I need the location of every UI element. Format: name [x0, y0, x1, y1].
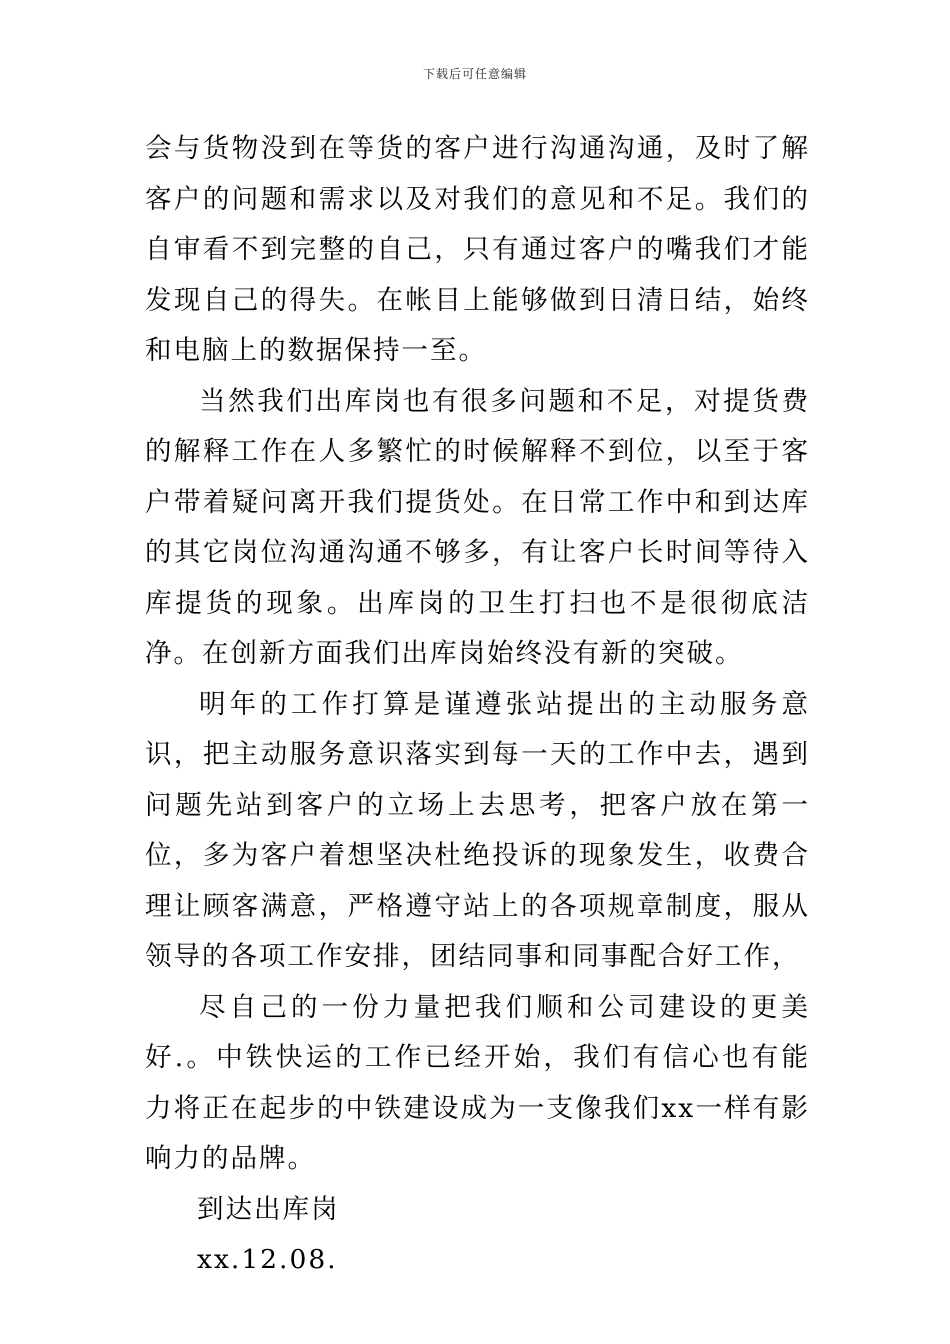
paragraph-1: 会与货物没到在等货的客户进行沟通沟通，及时了解客户的问题和需求以及对我们的意见和不足。我们的自审看不到完整的自己，只有通过客户的嘴我们才能发现自己的得失。在帐目上能够做到日清日结，始终和电脑上的数据保持一至。: [145, 133, 810, 366]
header-note: 下载后可任意编辑: [422, 67, 527, 81]
document-body: [145, 124, 810, 1286]
paragraph-3: 明年的工作打算是谨遵张站提出的主动服务意识，把主动服务意识落实到每一天的工作中去，遇到问题先站到客户的立场上去思考，把客户放在第一位，多为客户着想坚决杜绝投诉的现象发生，收费合理让顾客满意，严格遵守站上的各项规章制度，服从领导的各项工作安排，团结同事和同事配合好工作，: [145, 688, 810, 972]
paragraph-2: 当然我们出库岗也有很多问题和不足，对提货费的解释工作在人多繁忙的时候解释不到位，以至于客户带着疑问离开我们提货处。在日常工作中和到达库的其它岗位沟通沟通不够多，有让客户长时间等待入库提货的现象。出库岗的卫生打扫也不是很彻底洁净。在创新方面我们出库岗始终没有新的突破。: [145, 385, 810, 669]
signature-line: 到达出库岗: [197, 1193, 340, 1225]
date-line: xx.12.08.: [197, 1244, 338, 1275]
paragraph-4: 尽自己的一份力量把我们顺和公司建设的更美好.。中铁快运的工作已经开始，我们有信心也有能力将正在起步的中铁建设成为一支像我们xx一样有影响力的品牌。: [145, 991, 810, 1174]
